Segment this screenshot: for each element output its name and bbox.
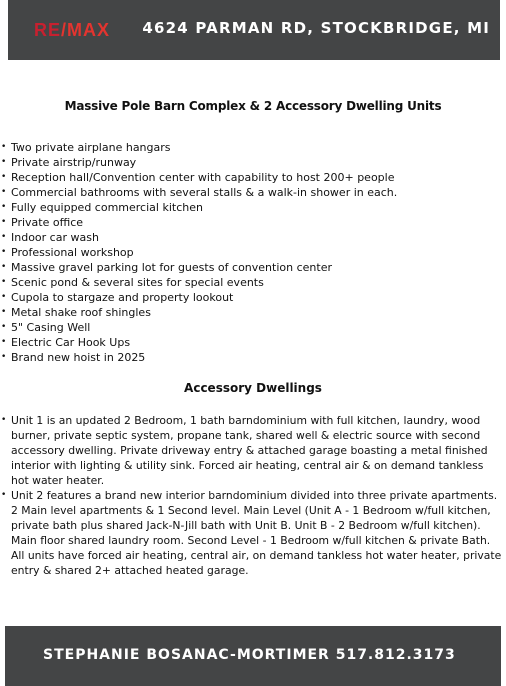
feature-item: • Commercial bathrooms with several stalls & a walk-in shower in each. (0, 185, 397, 200)
feature-item: • Scenic pond & several sites for special events (0, 275, 397, 290)
feature-item: • Brand new hoist in 2025 (0, 350, 397, 365)
feature-item: • Two private airplane hangars (0, 140, 397, 155)
header-bar (8, 0, 500, 60)
feature-item: • Electric Car Hook Ups (0, 335, 397, 350)
unit1-description-block (1, 413, 503, 488)
feature-item: • Private office (0, 215, 397, 230)
agent-contact: STEPHANIE BOSANAC-MORTIMER 517.812.3173 (43, 647, 456, 663)
feature-item: • Cupola to stargaze and property lookout (0, 290, 397, 305)
feature-item: • Indoor car wash (0, 230, 397, 245)
feature-item: • Professional workshop (0, 245, 397, 260)
feature-item: • 5" Casing Well (0, 320, 397, 335)
unit2-description: Unit 2 features a brand new interior barndominium divided into three private apartments. 2 Main level apartments & 1 Second level. Main Level (Unit A - 1 Bedroom w/full kitchen, private bath plus shared Jack-N-Jill bath with Unit B. Unit B - 2 Bedroom w/full kitchen). Main floor shared laundry room. Second Level - 1 Bedroom w/full kitchen & private Bath. All units have forced air heating, central air, on demand tankless hot water heater, private entry & shared 2+ attached heated garage. (11, 489, 502, 577)
bullet-icon: • (1, 415, 7, 425)
footer-bar (5, 626, 501, 686)
feature-item: • Fully equipped commercial kitchen (0, 200, 397, 215)
property-address: 4624 PARMAN RD, STOCKBRIDGE, MI (142, 19, 490, 37)
feature-item: • Reception hall/Convention center with capability to host 200+ people (0, 170, 397, 185)
accessory-dwellings-heading: Accessory Dwellings (184, 381, 322, 395)
logo-text-part1: RE (34, 20, 62, 40)
feature-item: • Metal shake roof shingles (0, 305, 397, 320)
remax-logo (34, 15, 110, 45)
feature-list (0, 140, 397, 365)
feature-item: • Massive gravel parking lot for guests of convention center (0, 260, 397, 275)
feature-item: • Private airstrip/runway (0, 155, 397, 170)
bullet-icon: • (1, 490, 7, 500)
listing-title: Massive Pole Barn Complex & 2 Accessory Dwelling Units (64, 99, 442, 113)
logo-text-part2: /MAX (61, 20, 111, 40)
unit1-description: Unit 1 is an updated 2 Bedroom, 1 bath barndominium with full kitchen, laundry, wood burner, private septic system, propane tank, shared well & electric source with second accessory dwelling. Private driveway entry & attached garage boasting a metal finished interior with lighting & utility sink. Forced air heating, central air & on demand tankless hot water heater. (11, 414, 488, 487)
unit2-description-block (1, 488, 503, 578)
